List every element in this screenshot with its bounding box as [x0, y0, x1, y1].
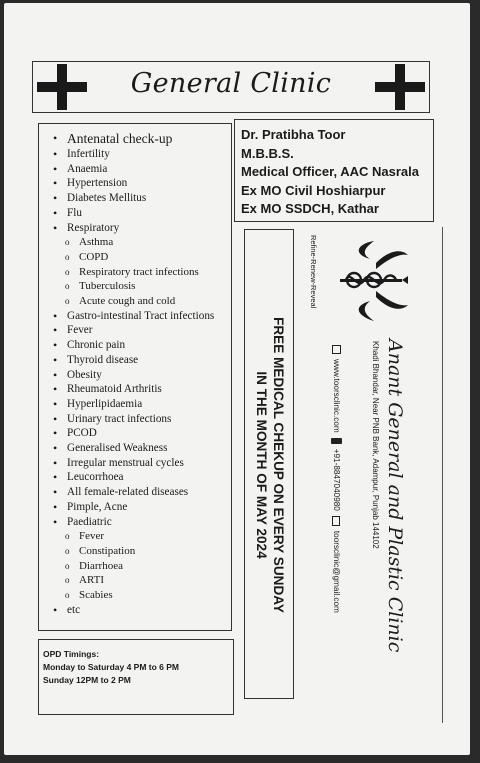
service-item	[53, 515, 214, 530]
service-item	[53, 397, 214, 412]
clinic-panel	[300, 227, 443, 723]
opd-heading: OPD Timings:	[43, 649, 100, 659]
doctor-post: Medical Officer, AAC Nasrala	[241, 164, 419, 180]
service-label: Rheumatoid Arthritis	[67, 383, 162, 396]
doctor-ex-post-2: Ex MO SSDCH, Kathar	[241, 201, 379, 217]
service-subitem: o Tuberculosis	[53, 279, 214, 294]
service-label: Hypertension	[67, 177, 128, 190]
service-label: Generalised Weakness	[67, 442, 168, 455]
clinic-name: Anant General and Plastic Clinic	[384, 339, 406, 653]
promo-text	[253, 230, 287, 700]
service-sublist	[53, 235, 214, 309]
service-item	[53, 147, 214, 162]
phone-icon	[331, 438, 342, 444]
service-item	[53, 309, 214, 324]
service-subitem: o Acute cough and cold	[53, 294, 214, 309]
service-item	[53, 603, 214, 618]
service-label: Antenatal check-up	[67, 131, 173, 146]
clinic-tagline: Refine-Renew-Reveal	[309, 235, 318, 309]
clinic-website[interactable]: www.toorsclinic.com	[332, 359, 341, 433]
service-subitem: o Diarrhoea	[53, 559, 214, 574]
service-subitem: o COPD	[53, 250, 214, 265]
service-subitem: o Asthma	[53, 235, 214, 250]
service-item	[53, 500, 214, 515]
doctor-ex-post-1: Ex MO Civil Hoshiarpur	[241, 182, 386, 198]
service-label: Paediatric	[67, 515, 112, 528]
service-subitem: o Constipation	[53, 544, 214, 559]
doctor-degree: M.B.B.S.	[241, 145, 294, 161]
service-label: Urinary tract infections	[67, 412, 172, 425]
service-label: Diabetes Mellitus	[67, 192, 147, 205]
opd-timings-box	[38, 639, 234, 715]
header-banner	[32, 61, 430, 113]
promo-box	[244, 229, 294, 699]
service-item	[53, 368, 214, 383]
services-list	[53, 130, 214, 618]
service-label: PCOD	[67, 427, 97, 440]
service-label: Pimple, Acne	[67, 500, 128, 513]
clinic-email[interactable]: toorsclinic@gmail.com	[332, 530, 341, 613]
service-item	[53, 323, 214, 338]
service-label: Irregular menstrual cycles	[67, 456, 184, 469]
flyer-paper	[4, 3, 470, 755]
service-subitem: o Fever	[53, 529, 214, 544]
service-item	[53, 470, 214, 485]
opd-weekday-timing: Monday to Saturday 4 PM to 6 PM	[43, 662, 180, 672]
service-item	[53, 441, 214, 456]
service-item	[53, 162, 214, 177]
service-label: Obesity	[67, 368, 102, 381]
email-icon	[333, 516, 341, 526]
service-label: Flu	[67, 206, 82, 219]
page-title: General Clinic	[130, 68, 332, 99]
promo-line-1: FREE MEDICAL CHEKUP ON EVERY SUNDAY	[271, 317, 286, 613]
globe-icon	[332, 345, 341, 354]
service-label: etc	[67, 603, 81, 616]
service-item	[53, 176, 214, 191]
service-subitem: o Respiratory tract infections	[53, 265, 214, 280]
service-item	[53, 456, 214, 471]
service-label: Hyperlipidaemia	[67, 397, 143, 410]
doctor-name: Dr. Pratibha Toor	[241, 127, 346, 142]
service-item	[53, 338, 214, 353]
service-label: Respiratory	[67, 221, 120, 234]
services-list-box	[38, 123, 232, 631]
service-item	[53, 353, 214, 368]
service-sublist-wrapper	[53, 529, 214, 603]
caduceus-wings-icon	[330, 239, 410, 323]
opd-sunday-timing: Sunday 12PM to 2 PM	[43, 675, 131, 685]
clinic-address: Khadi Bhandar, Near PNB Bank, Adampur, Punjab 144102	[371, 341, 380, 549]
service-label: Gastro-intestinal Tract infections	[67, 309, 215, 322]
service-label: Chronic pain	[67, 339, 126, 352]
medical-cross-icon	[375, 64, 425, 110]
service-label: Leucorrhoea	[67, 471, 124, 484]
service-sublist	[53, 529, 214, 603]
promo-line-2: IN THE MONTH OF MAY 2024	[254, 371, 269, 559]
service-subitem: o ARTI	[53, 573, 214, 588]
service-item	[53, 191, 214, 206]
service-item	[53, 130, 214, 147]
service-item	[53, 412, 214, 427]
service-item	[53, 426, 214, 441]
service-item	[53, 382, 214, 397]
doctor-info-box	[234, 119, 434, 222]
service-label: Infertility	[67, 148, 110, 160]
service-label: Thyroid disease	[67, 353, 139, 366]
service-item	[53, 206, 214, 221]
clinic-phone[interactable]: +91-8847040980	[332, 448, 341, 511]
service-item	[53, 485, 214, 500]
clinic-contacts	[331, 345, 342, 613]
service-sublist-wrapper	[53, 235, 214, 309]
service-label: All female-related diseases	[67, 486, 189, 499]
service-subitem: o Scabies	[53, 588, 214, 603]
service-label: Fever	[67, 324, 93, 337]
service-label: Anaemia	[67, 162, 108, 175]
service-item	[53, 221, 214, 236]
